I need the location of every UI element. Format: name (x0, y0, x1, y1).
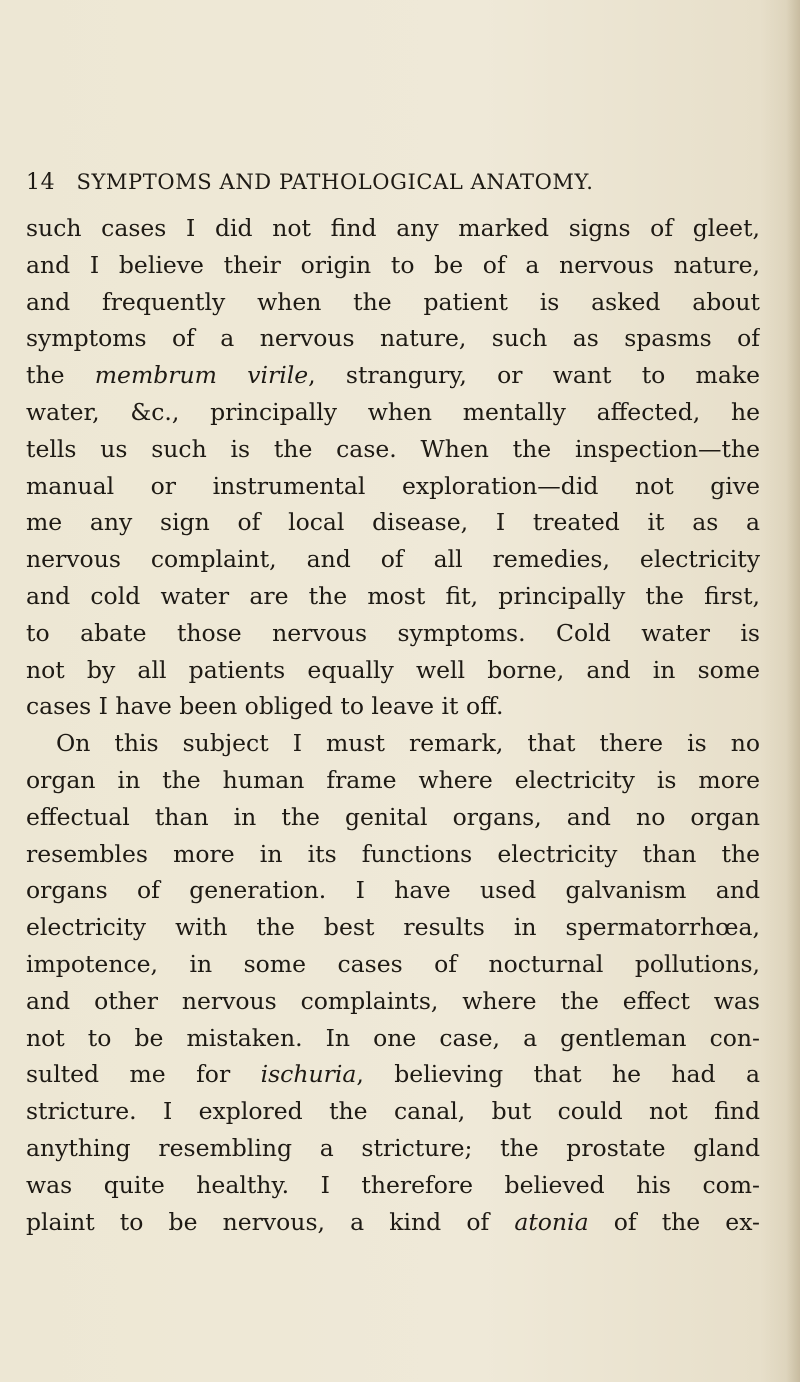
text-run: sulted me for (26, 1060, 261, 1089)
body-text (26, 210, 760, 1240)
text-run: to abate those nervous symptoms. Cold water is (26, 618, 760, 647)
text-run: and other nervous complaints, where the effect was (26, 986, 760, 1015)
text-run: tells us such is the case. When the inspection—the (26, 434, 760, 463)
text-run: impotence, in some cases of nocturnal pollutions, (26, 949, 760, 978)
text-run: and I believe their origin to be of a nervous nature, (26, 250, 760, 279)
text-run: of the ex- (588, 1207, 760, 1236)
text-run: such cases I did not find any marked signs of gleet, (26, 214, 760, 242)
text-run: , strangury, or want to make (308, 361, 760, 390)
text-run: manual or instrumental exploration—did not give (26, 471, 760, 500)
text-run: not to be mistaken. In one case, a gentleman con- (26, 1023, 760, 1052)
text-run: and frequently when the patient is asked about (26, 287, 760, 316)
text-run: electricity with the best results in spermatorrhœa, (26, 913, 760, 942)
text-line (26, 431, 760, 468)
text-run: cases I have been obliged to leave it off. (26, 692, 504, 721)
text-run: plaint to be nervous, a kind of (26, 1207, 515, 1236)
italic-term: atonia (514, 1207, 589, 1236)
text-line (26, 210, 760, 247)
text-run: water, &c., principally when mentally affected, he (26, 397, 760, 426)
text-line (26, 615, 760, 652)
text-line (26, 468, 760, 505)
text-run: On this subject I must remark, that there is no (56, 729, 760, 758)
text-run: nervous complaint, and of all remedies, electricity (26, 545, 760, 574)
text-line (26, 872, 760, 909)
text-line (26, 762, 760, 799)
italic-term: membrum virile (94, 361, 309, 390)
text-line (26, 320, 760, 357)
text-run: effectual than in the genital organs, and no organ (26, 802, 760, 831)
text-line (26, 946, 760, 983)
text-line (26, 836, 760, 873)
text-line (26, 1130, 760, 1167)
text-line (26, 983, 760, 1020)
text-run: was quite healthy. I therefore believed his com- (26, 1170, 760, 1199)
text-run: , believing that he had a (356, 1060, 760, 1089)
italic-term: ischuria (260, 1060, 357, 1089)
text-line (26, 1020, 760, 1057)
text-line (26, 504, 760, 541)
text-line (26, 909, 760, 946)
text-line (26, 578, 760, 615)
text-line (26, 652, 760, 689)
text-run: me any sign of local disease, I treated it as a (26, 508, 760, 537)
text-run: resembles more in its functions electricity than the (26, 839, 760, 868)
text-line (26, 394, 760, 431)
page-edge-shadow (786, 0, 800, 1382)
text-line (26, 1204, 760, 1241)
text-line (26, 541, 760, 578)
text-run: anything resembling a stricture; the prostate gland (26, 1133, 760, 1162)
text-run: organs of generation. I have used galvanism and (26, 876, 760, 905)
text-line (26, 799, 760, 836)
text-line (26, 1167, 760, 1204)
running-title: SYMPTOMS AND PATHOLOGICAL ANATOMY. (76, 170, 594, 194)
running-head (26, 170, 786, 195)
text-line (26, 357, 760, 394)
text-run: and cold water are the most fit, principally the first, (26, 581, 760, 610)
text-line (26, 1056, 760, 1093)
text-run: stricture. I explored the canal, but could not find (26, 1097, 760, 1126)
text-line (26, 725, 760, 762)
text-run: not by all patients equally well borne, and in some (26, 655, 760, 684)
page-number: 14 (26, 170, 56, 195)
text-line (26, 688, 760, 725)
text-run: the (26, 361, 95, 390)
text-line (26, 284, 760, 321)
text-run: symptoms of a nervous nature, such as spasms of (26, 324, 760, 353)
text-run: organ in the human frame where electricity is more (26, 765, 760, 794)
text-line (26, 1093, 760, 1130)
text-line (26, 247, 760, 284)
